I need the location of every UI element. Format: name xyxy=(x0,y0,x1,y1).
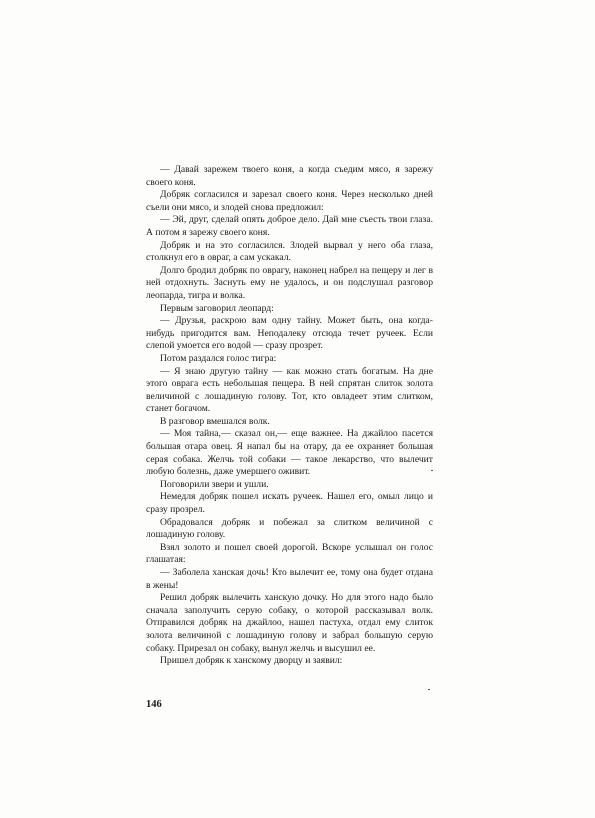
paragraph-14: Обрадовался добряк и побежал за слитком величиной с лошадиную голову. xyxy=(146,516,433,541)
paragraph-9: — Я знаю другую тайну — как можно стать богатым. На дне этого оврага есть небольшая пещера. В ней спрятан слиток золота величиной с лошадиную голову. Тот, кто овладеет этим слитком, станет богачом. xyxy=(146,365,433,415)
main-text xyxy=(146,164,433,668)
paragraph-7: — Друзья, раскрою вам одну тайну. Может быть, она когда-нибудь пригодится вам. Неподалеку отсюда течет ручеек. Если слепой умоется его водой — сразу прозрет. xyxy=(146,315,433,352)
print-speck xyxy=(431,470,433,471)
paragraph-16: — Заболела ханская дочь! Кто вылечит ее, тому она будет отдана в жены! xyxy=(146,567,433,591)
paragraph-12: Поговорили звери и ушли. xyxy=(160,478,269,490)
paragraph-11: — Моя тайна,— сказал он,— еще важнее. На джайлоо пасется большая отара овец. Я напал бы на отару, да ее охраняет большая серая собака. Желчь той собаки — такое лекарство, что вылечит любую болезнь, даже умершего оживит. xyxy=(146,428,433,478)
page-number: 146 xyxy=(146,699,162,710)
paragraph-13: Немедля добряк пошел искать ручеек. Нашел его, омыл лицо и сразу прозрел. xyxy=(146,491,433,516)
paragraph-15: Взял золото и пошел своей дорогой. Вскоре услышал он голос глашатая: xyxy=(146,541,433,566)
paragraph-17: Решил добряк вылечить ханскую дочку. Но для этого надо было сначала заполучить серую собаку, о которой рассказывал волк. Отправился добряк на джайлоо, нашел пастуха, отдал ему слиток золота величиной с лошадиную голову и забрал большую серую собаку. Прирезал он собаку, вынул желчь и высушил ее. xyxy=(146,592,433,654)
paragraph-1: — Давай зарежем твоего коня, а когда съедим мясо, я зарежу своего коня. xyxy=(146,164,433,188)
paragraph-3: — Эй, друг, сделай опять доброе дело. Дай мне съесть твои глаза. А потом я зарежу своего коня. xyxy=(146,214,433,238)
paragraph-10: В разговор вмешался волк. xyxy=(160,415,270,427)
paragraph-4: Добряк и на это согласился. Злодей вырвал у него оба глаза, столкнул его в овраг, а сам ускакал. xyxy=(146,239,433,264)
paragraph-8: Потом раздался голос тигра: xyxy=(160,352,277,364)
paragraph-6: Первым заговорил леопард: xyxy=(160,302,274,314)
paragraph-18: Пришел добряк к ханскому дворцу и заявил: xyxy=(160,655,343,667)
print-speck xyxy=(428,689,430,690)
paragraph-5: Долго бродил добряк по оврагу, наконец набрел на пещеру и лег в ней отдохнуть. Заснуть ему не удалось, и он подслушал разговор леопарда, тигра и волка. xyxy=(146,264,433,301)
paragraph-2: Добряк согласился и зарезал своего коня. Через несколько дней съели они мясо, и злодей снова предложил: xyxy=(146,189,433,213)
